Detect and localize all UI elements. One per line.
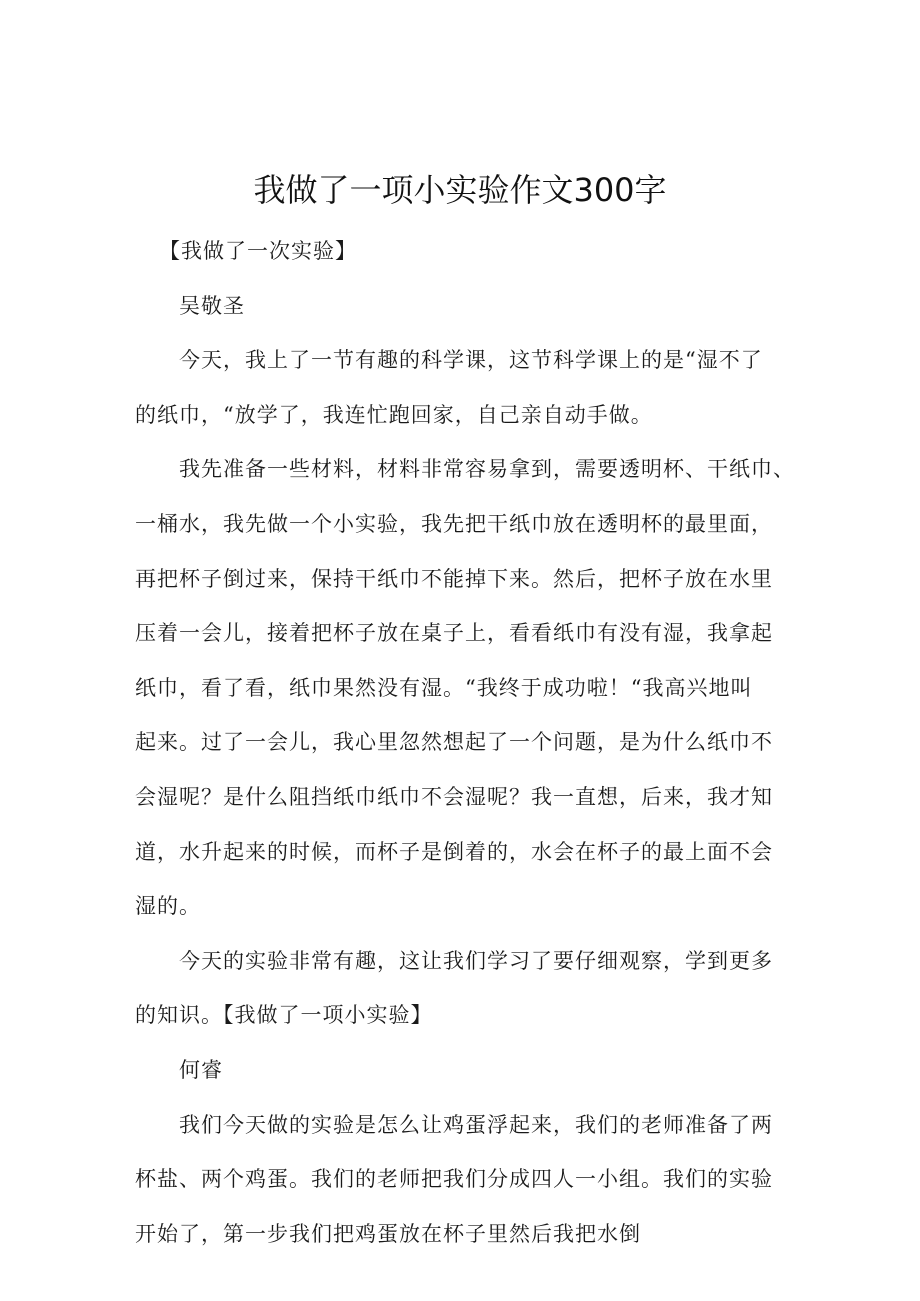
paragraph-line-with-heading: 的知识。【我做了一项小实验】 [135,1003,433,1028]
paragraph-line: 的纸巾，“放学了，我连忙跑回家，自己亲自动手做。 [135,402,653,427]
author-name-first: 吴敬圣 [179,293,245,318]
paragraph-line: 一桶水，我先做一个小实验，我先把干纸巾放在透明杯的最里面， [135,511,773,536]
paragraph-line: 开始了，第一步我们把鸡蛋放在杯子里然后我把水倒 [135,1221,641,1246]
author-name-second: 何睿 [179,1057,223,1082]
paragraph-line: 今天的实验非常有趣，这让我们学习了要仔细观察，学到更多 [179,948,773,973]
section-heading-first-experiment: 【我做了一次实验】 [159,239,357,263]
paragraph-line: 压着一会儿，接着把杯子放在桌子上，看看纸巾有没有湿，我拿起 [135,621,773,646]
document-title: 我做了一项小实验作文300字 [253,171,667,209]
paragraph-line: 我们今天做的实验是怎么让鸡蛋浮起来，我们的老师准备了两 [179,1112,773,1137]
paragraph-line: 道，水升起来的时候，而杯子是倒着的，水会在杯子的最上面不会 [135,839,773,864]
paragraph-line: 杯盐、两个鸡蛋。我们的老师把我们分成四人一小组。我们的实验 [135,1167,773,1192]
paragraph-line: 会湿呢？是什么阻挡纸巾纸巾不会湿呢？我一直想，后来，我才知 [135,784,773,809]
paragraph-line: 今天，我上了一节有趣的科学课，这节科学课上的是“湿不了 [179,348,763,373]
paragraph-line: 我先准备一些材料，材料非常容易拿到，需要透明杯、干纸巾、 [179,457,795,482]
paragraph-line: 湿的。 [135,894,201,919]
document-body [135,224,803,1261]
paragraph-line: 纸巾，看了看，纸巾果然没有湿。“我终于成功啦！“我高兴地叫 [135,675,753,700]
paragraph-line: 再把杯子倒过来，保持干纸巾不能掉下来。然后，把杯子放在水里 [135,566,773,591]
paragraph-line: 起来。过了一会儿，我心里忽然想起了一个问题，是为什么纸巾不 [135,730,773,755]
